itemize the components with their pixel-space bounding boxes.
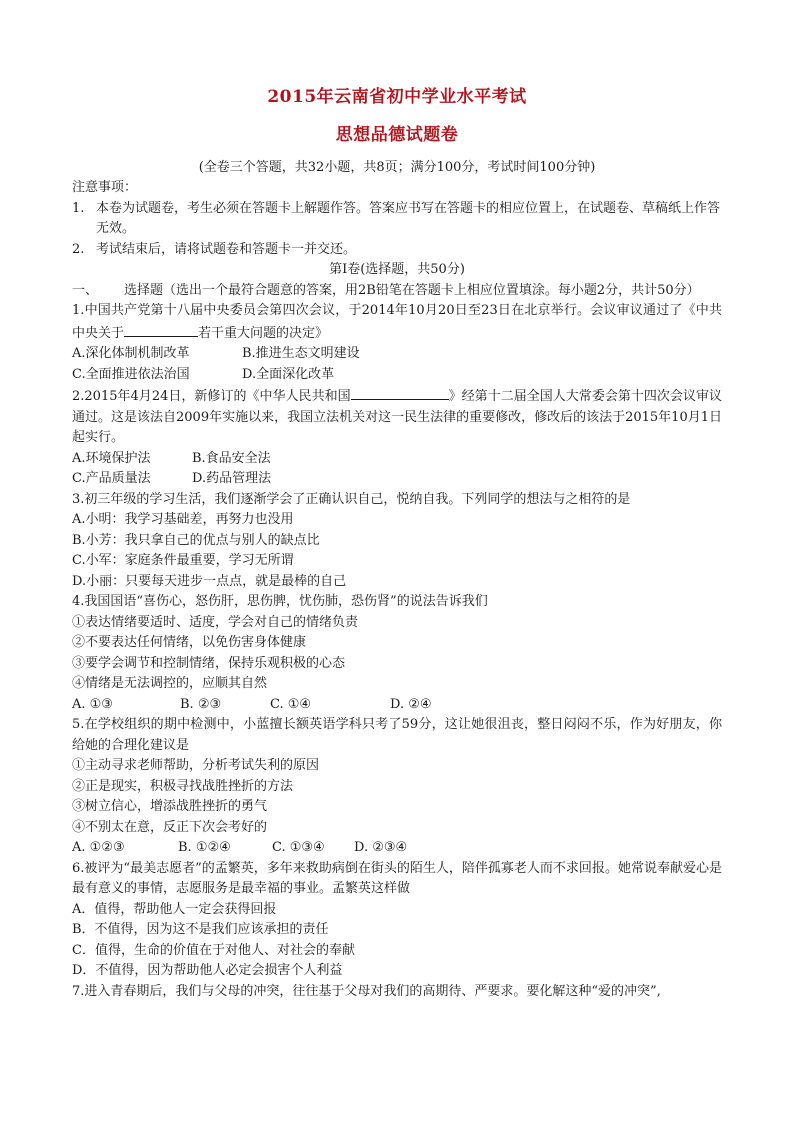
option-d: D.药品管理法 [192, 471, 272, 486]
question-3-stem: 3.初三年级的学习生活，我们逐渐学会了正确认识自己，悦纳自我。下列同学的想法与之相符的是 [72, 491, 631, 507]
question-stem-text: 若干重大问题的决定》 [198, 325, 329, 341]
option-c: C.全面推进依法治国 [72, 366, 190, 382]
question-5-stem: 5.在学校组织的期中检测中，小蓝擅长额英语学科只考了59分，这让她很沮丧，整日闷闷不乐，作为好朋友，你给她的合理化建议是 [72, 717, 722, 753]
option-d: D. ②③④ [354, 840, 408, 855]
notice-number: 1. [72, 200, 85, 216]
option-d: D. ②④ [390, 696, 432, 712]
option-c: C.产品质量法 [72, 471, 151, 486]
question-4-stem: 4.我国国语“喜伤心，怒伤肝，思伤脾，忧伤肺，恐伤肾”的说法告诉我们 [72, 594, 488, 609]
statement-item: ③要学会调节和控制情绪，保持乐观积极的心态 [72, 655, 346, 671]
option-a: A.环境保护法 [72, 450, 151, 466]
option-a: A. ①③ [72, 696, 113, 712]
option-a: A. ①②③ [72, 840, 125, 855]
part-text: 选择题（选出一个最符合题意的答案，用2B铅笔在答题卡上相应位置填涂。每小题2分，共计50分） [124, 282, 700, 298]
question-1-stem [72, 301, 722, 344]
option-b: B.小芳：我只拿自己的优点与别人的缺点比 [72, 532, 320, 548]
section-heading: 第Ⅰ卷(选择题，共50分) [329, 262, 465, 277]
option-row [72, 365, 722, 386]
statement-item: ④情绪是无法调控的，应顺其自然 [72, 676, 268, 691]
option-d: D．不值得，因为帮助他人必定会损害个人利益 [72, 963, 343, 978]
notice-number: 2. [72, 241, 85, 257]
option-b: B. ①②④ [178, 840, 231, 855]
option-c: C. ①③④ [272, 840, 325, 855]
notice-heading: 注意事项： [72, 180, 138, 195]
option-a: A.小明：我学习基础差，再努力也没用 [72, 512, 294, 527]
statement-item: ②不要表达任何情绪，以免伤害身体健康 [72, 635, 307, 650]
statement-item: ③树立信心，增添战胜挫折的勇气 [72, 799, 268, 814]
exam-title: 2015年云南省初中学业水平考试 [267, 87, 527, 107]
notice-text: 本卷为试题卷，考生必须在答题卡上解题作答。答案应书写在答题卡的相应位置上，在试题卷、草稿纸上作答无效。 [96, 200, 721, 236]
fill-blank [124, 322, 198, 337]
option-row [72, 469, 722, 490]
option-c: C.小军：家庭条件最重要，学习无所谓 [72, 553, 294, 568]
option-a: A．值得，帮助他人一定会获得回报 [72, 901, 277, 917]
question-stem-text: 1.中国共产党第十八届中央委员会第四次会议，于2014年10月20日至23日在北京举行。会议审议通过了《中共中央关于 [72, 303, 722, 341]
statement-item: ①表达情绪要适时、适度，学会对自己的情绪负责 [72, 614, 359, 630]
option-a: A.深化体制机制改革 [72, 346, 190, 361]
part-number: 一、 [72, 282, 99, 298]
option-c: C. ①④ [270, 696, 312, 712]
option-c: C．值得，生命的价值在于对他人、对社会的奉献 [72, 942, 355, 958]
option-b: B.推进生态文明建设 [242, 346, 360, 361]
question-stem-text: 》经第十二届全国人大常委会第十四次会议审议通过。这是该法自2009年实施以来，我国立法机关对这一民生法律的重要修改，修改后的该法于2015年10月1日起实行。 [72, 389, 722, 445]
question-6-stem: 6.被评为“最美志愿者”的孟繁英，多年来救助病倒在街头的陌生人，陪伴孤寡老人而不求回报。她常说奉献爱心是最有意义的事情，志愿服务是最幸福的事业。孟繁英这样做 [72, 860, 722, 896]
option-b: B.食品安全法 [192, 450, 271, 466]
statement-item: ②正是现实，积极寻找战胜挫折的方法 [72, 778, 294, 794]
option-d: D.小丽：只要每天进步一点点，就是最棒的自己 [72, 573, 347, 589]
notice-text: 考试结束后，请将试题卷和答题卡一并交还。 [96, 241, 357, 257]
exam-subtitle: 思想品德试题卷 [335, 125, 459, 145]
notice-item [72, 199, 722, 240]
option-d: D.全面深化改革 [242, 366, 335, 382]
option-row [72, 695, 722, 716]
option-b: B．不值得，因为这不是我们应该承担的责任 [72, 922, 329, 937]
fill-blank [351, 385, 449, 400]
question-2-stem [72, 385, 722, 449]
option-row [72, 449, 722, 470]
notice-item [72, 240, 722, 261]
statement-item: ④不别太在意，反正下次会考好的 [72, 819, 268, 835]
exam-scope: (全卷三个答题，共32小题，共8页；满分100分，考试时间100分钟) [198, 160, 596, 175]
part-instruction [72, 281, 722, 302]
exam-page [72, 85, 722, 1002]
question-7-stem: 7.进入青春期后，我们与父母的冲突，往往基于父母对我们的高期待、严要求。要化解这种“爱的冲突”, [72, 983, 661, 999]
option-b: B. ②③ [180, 696, 222, 712]
option-row [72, 838, 722, 859]
option-row [72, 344, 722, 365]
question-stem-text: 2.2015年4月24日，新修订的《中华人民共和国 [72, 389, 351, 404]
statement-item: ①主动寻求老师帮助，分析考试失利的原因 [72, 758, 320, 773]
